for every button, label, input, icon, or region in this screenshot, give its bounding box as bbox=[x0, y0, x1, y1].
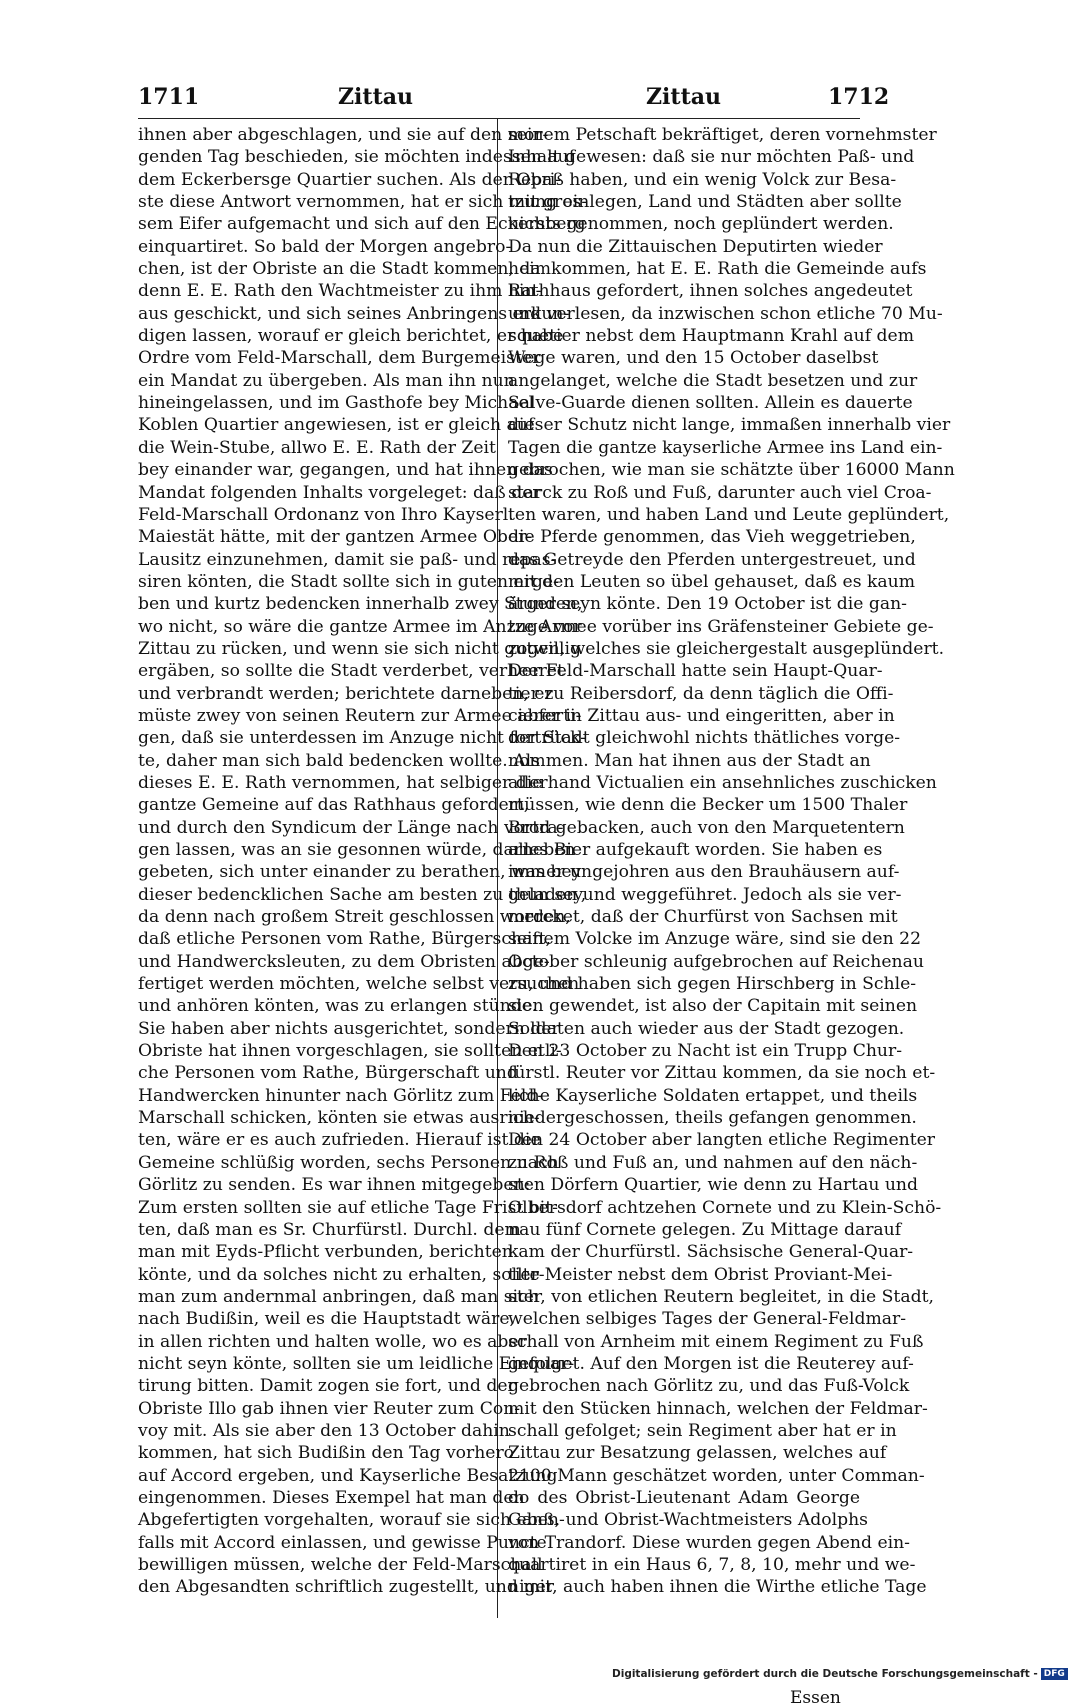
text-line: Obriste hat ihnen vorgeschlagen, sie sollten etli- bbox=[138, 1041, 562, 1062]
text-line: Tagen die gantze kayserliche Armee ins Land ein- bbox=[508, 437, 943, 458]
text-line: Den 24 October aber langten etliche Regimenter bbox=[508, 1130, 936, 1151]
text-line: und anhören könten, was zu erlangen stünde. bbox=[138, 996, 538, 1017]
text-line: Mandat folgenden Inhalts vorgeleget: daß der bbox=[138, 482, 541, 503]
text-line: das Getreyde den Pferden untergestreuet, und bbox=[508, 549, 916, 570]
text-line: einquartiret. So bald der Morgen angebro- bbox=[138, 236, 512, 257]
text-line: und verbrandt werden; berichtete darneben, er bbox=[138, 683, 553, 704]
text-line: Zittau zu rücken, und wenn sie sich nicht gutwillig bbox=[138, 638, 581, 659]
text-line: auf Accord ergeben, und Kayserliche Besatzung bbox=[138, 1465, 558, 1486]
text-line: nichts genommen, noch geplündert werden. bbox=[508, 214, 894, 235]
text-line: do des Obrist-Lieutenant Adam George bbox=[508, 1487, 860, 1508]
text-line: hineingelassen, und im Gasthofe bey Michael bbox=[138, 393, 535, 414]
text-line: dieser Schutz nicht lange, immaßen innerhalb vier bbox=[508, 415, 951, 436]
text-line: gefolget. Auf den Morgen ist die Reuterey auf- bbox=[508, 1353, 914, 1374]
text-line: tier zu Reibersdorf, da denn täglich die Offi- bbox=[508, 683, 894, 704]
text-line: von Trandorf. Diese wurden gegen Abend ein- bbox=[508, 1532, 910, 1553]
text-line: nommen. Man hat ihnen aus der Stadt an bbox=[508, 750, 871, 771]
text-line: digen lassen, worauf er gleich berichtet, er habe bbox=[138, 326, 564, 347]
text-line: zogen, welches sie gleichergestalt ausgeplündert. bbox=[508, 638, 945, 659]
text-line: und verlesen, da inzwischen schon etliche 70 Mu- bbox=[508, 303, 943, 324]
left-page-number: 1711 bbox=[138, 84, 200, 110]
text-line: könte, und da solches nicht zu erhalten, sollte bbox=[138, 1264, 540, 1285]
text-line: ärger seyn könte. Den 19 October ist die gan- bbox=[508, 594, 907, 615]
text-line: ten, wäre er es auch zufrieden. Hierauf ist die bbox=[138, 1130, 541, 1151]
text-line: müssen, wie denn die Becker um 1500 Thaler bbox=[508, 795, 908, 816]
text-line: Olbersdorf achtzehen Cornete und zu Klein-Schö- bbox=[508, 1197, 942, 1218]
text-line: Koblen Quartier angewiesen, ist er gleich auf bbox=[138, 415, 535, 436]
text-line: starck zu Roß und Fuß, darunter auch viel Croa- bbox=[508, 482, 932, 503]
text-line: ein Mandat zu übergeben. Als man ihn nun bbox=[138, 370, 515, 391]
text-line: heimkommen, hat E. E. Rath die Gemeinde aufs bbox=[508, 259, 927, 280]
text-line: Obriste Illo gab ihnen vier Reuter zum Con- bbox=[138, 1398, 521, 1419]
text-line: Soldaten auch wieder aus der Stadt gezogen. bbox=[508, 1018, 905, 1039]
text-line: man mit Eyds-Pflicht verbunden, berichten bbox=[138, 1242, 513, 1263]
text-line: Brod gebacken, auch von den Marquetentern bbox=[508, 817, 905, 838]
text-line: te, daher man sich bald bedencken wollte. Als bbox=[138, 750, 540, 771]
catchword: Essen bbox=[790, 1688, 841, 1708]
right-text-column bbox=[508, 124, 955, 1599]
digitization-credit bbox=[612, 1668, 1065, 1684]
text-line: tirung bitten. Damit zogen sie fort, und der bbox=[138, 1376, 516, 1397]
text-line: gebrochen, wie man sie schätzte über 16000 Mann bbox=[508, 460, 955, 481]
text-line: seinem Volcke im Anzuge wäre, sind sie den 22 bbox=[508, 929, 922, 950]
header-rule bbox=[138, 118, 860, 119]
text-line: der Stadt gleichwohl nichts thätliches vorge- bbox=[508, 728, 901, 749]
text-line: Abgefertigten vorgehalten, worauf sie sich eben- bbox=[138, 1510, 565, 1531]
text-line: gen lassen, was an sie gesonnen würde, darneben bbox=[138, 840, 576, 860]
text-line: und Handwercksleuten, zu dem Obristen abge- bbox=[138, 951, 550, 972]
text-line: bewilligen müssen, welche der Feld-Marschall bbox=[138, 1555, 543, 1575]
text-line: Gemeine schlüßig worden, sechs Personen nach bbox=[138, 1152, 559, 1173]
text-line: Zittau zur Besatzung gelassen, welches auf bbox=[508, 1443, 887, 1464]
text-line: Der Feld-Marschall hatte sein Haupt-Quar- bbox=[508, 661, 883, 682]
text-line: gen, daß sie unterdessen im Anzuge nicht fortrück- bbox=[138, 728, 587, 749]
text-line: Rathhaus gefordert, ihnen solches angedeutet bbox=[508, 281, 913, 302]
text-line: 2100 Mann geschätzet worden, unter Comman- bbox=[508, 1465, 925, 1486]
text-line: dieser bedencklichen Sache am besten zu thun sey, bbox=[138, 884, 587, 905]
text-line: ste diese Antwort vernommen, hat er sich mit gros- bbox=[138, 192, 588, 213]
text-line: ihnen aber abgeschlagen, und sie auf den mor- bbox=[138, 125, 549, 145]
text-line: seinem Petschaft bekräftiget, deren vornehmster bbox=[508, 125, 937, 145]
text-line: Maiestät hätte, mit der gantzen Armee Ober- bbox=[138, 527, 533, 548]
text-line: nau fünf Cornete gelegen. Zu Mittage darauf bbox=[508, 1219, 902, 1240]
left-running-title: Zittau bbox=[338, 84, 413, 110]
text-line: den Abgesandten schriftlich zugestellt, und mit bbox=[138, 1577, 553, 1598]
text-line: sem Eifer aufgemacht und sich auf den Eckersberg bbox=[138, 214, 586, 235]
text-line: eingenommen. Dieses Exempel hat man den bbox=[138, 1487, 525, 1508]
text-line: schall von Arnheim mit einem Regiment zu Fuß bbox=[508, 1331, 924, 1352]
text-line: ergäben, so sollte die Stadt verderbet, verheeret bbox=[138, 661, 564, 682]
text-line: nach Budißin, weil es die Hauptstadt wäre, bbox=[138, 1309, 515, 1330]
left-text-column bbox=[138, 124, 588, 1599]
text-line: geladen und weggeführet. Jedoch als sie ver- bbox=[508, 884, 902, 905]
text-line: Den 23 October zu Nacht ist ein Trupp Chur- bbox=[508, 1041, 903, 1062]
text-line: October schleunig aufgebrochen auf Reichenau bbox=[508, 951, 924, 972]
text-line: allerhand Victualien ein ansehnliches zuschicken bbox=[508, 772, 937, 793]
text-line: niger, auch haben ihnen die Wirthe etliche Tage bbox=[508, 1577, 927, 1598]
text-line: falls mit Accord einlassen, und gewisse Puncte bbox=[138, 1532, 547, 1553]
text-line: quartiret in ein Haus 6, 7, 8, 10, mehr und we- bbox=[508, 1555, 916, 1575]
text-line: wo nicht, so wäre die gantze Armee im Anzuge vor bbox=[138, 616, 582, 637]
text-line: angelanget, welche die Stadt besetzen und zur bbox=[508, 370, 918, 391]
text-line: mit den Leuten so übel gehauset, daß es kaum bbox=[508, 571, 916, 592]
text-line: Lausitz einzunehmen, damit sie paß- und repas- bbox=[138, 549, 557, 570]
text-line: tzung einlegen, Land und Städten aber sollte bbox=[508, 192, 902, 213]
text-line: Feld-Marschall Ordonanz von Ihro Kayserl. bbox=[138, 504, 514, 525]
text-line: dieses E. E. Rath vernommen, hat selbiger die bbox=[138, 772, 543, 793]
text-line: und durch den Syndicum der Länge nach vortra- bbox=[138, 817, 564, 838]
text-line: Görlitz zu senden. Es war ihnen mitgegeben: bbox=[138, 1175, 531, 1196]
text-line: gebeten, sich unter einander zu berathen, was bey bbox=[138, 862, 582, 883]
text-line: voy mit. Als sie aber den 13 October dahin bbox=[138, 1420, 510, 1441]
text-line: dem Eckerbersge Quartier suchen. Als der Obri- bbox=[138, 169, 562, 190]
text-line: Repaß haben, und ein wenig Volck zur Besa- bbox=[508, 169, 897, 190]
running-header bbox=[138, 84, 890, 118]
text-line: mit den Stücken hinnach, welchen der Feldmar- bbox=[508, 1398, 928, 1419]
right-running-title: Zittau bbox=[646, 84, 721, 110]
text-line: squetier nebst dem Hauptmann Krahl auf dem bbox=[508, 326, 914, 347]
text-line: Zum ersten sollten sie auf etliche Tage Frist bit- bbox=[138, 1197, 558, 1218]
right-page-number: 1712 bbox=[828, 84, 890, 110]
text-line: cierer in Zittau aus- und eingeritten, aber in bbox=[508, 705, 895, 726]
text-line: die Pferde genommen, das Vieh weggetrieben, bbox=[508, 527, 916, 548]
text-line: Marschall schicken, könten sie etwas ausrich- bbox=[138, 1108, 540, 1129]
text-line: siren könten, die Stadt sollte sich in guten erge- bbox=[138, 571, 559, 592]
text-line: die Wein-Stube, allwo E. E. Rath der Zeit bbox=[138, 437, 496, 458]
text-line: Inhalt gewesen: daß sie nur möchten Paß- und bbox=[508, 147, 915, 168]
text-line: ten waren, und haben Land und Leute geplündert, bbox=[508, 504, 950, 525]
text-line: da denn nach großem Streit geschlossen worden, bbox=[138, 907, 571, 928]
text-line: nicht seyn könte, sollten sie um leidliche Einquar- bbox=[138, 1353, 575, 1374]
text-line: kommen, hat sich Budißin den Tag vorhero bbox=[138, 1443, 515, 1464]
text-line: Da nun die Zittauischen Deputirten wieder bbox=[508, 236, 883, 257]
text-line: Wege waren, und den 15 October daselbst bbox=[508, 348, 879, 369]
text-line: man zum andernmal anbringen, daß man sich bbox=[138, 1286, 539, 1307]
text-line: che Personen vom Rathe, Bürgerschaft und bbox=[138, 1063, 518, 1084]
text-line: immer ungejohren aus den Brauhäusern auf- bbox=[508, 862, 900, 883]
text-line: alles Bier aufgekauft worden. Sie haben es bbox=[508, 840, 883, 860]
text-line: ten, daß man es Sr. Churfürstl. Durchl. dem bbox=[138, 1219, 521, 1240]
text-line: liche Kayserliche Soldaten ertappet, und theils bbox=[508, 1085, 918, 1106]
text-line: Salve-Guarde dienen sollten. Allein es dauerte bbox=[508, 393, 913, 414]
text-line: denn E. E. Rath den Wachtmeister zu ihm hin- bbox=[138, 281, 542, 302]
text-line: bey einander war, gegangen, und hat ihnen das bbox=[138, 460, 553, 481]
text-line: schall gefolget; sein Regiment aber hat er in bbox=[508, 1420, 897, 1441]
text-line: kam der Churfürstl. Sächsische General-Quar- bbox=[508, 1242, 914, 1263]
text-line: Sie haben aber nichts ausgerichtet, sondern der bbox=[138, 1018, 560, 1039]
text-line: aus geschickt, und sich seines Anbringens erkun- bbox=[138, 303, 570, 324]
text-line: ster, von etlichen Reutern begleitet, in die Stadt, bbox=[508, 1286, 934, 1307]
text-line: niedergeschossen, theils gefangen genommen. bbox=[508, 1108, 917, 1129]
text-line: zu, und haben sich gegen Hirschberg in Schle- bbox=[508, 974, 917, 995]
text-line: gantze Gemeine auf das Rathhaus gefordert, bbox=[138, 795, 530, 816]
text-line: tze Armee vorüber ins Gräfensteiner Gebiete ge- bbox=[508, 616, 934, 637]
text-line: ben und kurtz bedencken innerhalb zwey Stunden, bbox=[138, 594, 583, 615]
text-line: daß etliche Personen vom Rathe, Bürgerschaft, bbox=[138, 929, 551, 950]
text-line: sten Dörfern Quartier, wie denn zu Hartau und bbox=[508, 1175, 918, 1196]
text-line: sien gewendet, ist also der Capitain mit seinen bbox=[508, 996, 918, 1017]
text-line: genden Tag beschieden, sie möchten indessen auf bbox=[138, 147, 575, 168]
text-line: in allen richten und halten wolle, wo es aber bbox=[138, 1331, 527, 1352]
dfg-logo: DFG bbox=[1041, 1668, 1068, 1680]
text-line: Handwercken hinunter nach Görlitz zum Feld- bbox=[138, 1085, 544, 1106]
text-line: zu Roß und Fuß an, und nahmen auf den näch- bbox=[508, 1152, 918, 1173]
text-line: welchen selbiges Tages der General-Feldmar- bbox=[508, 1309, 907, 1330]
text-line: chen, ist der Obriste an die Stadt kommen, da bbox=[138, 259, 541, 280]
text-line: müste zwey von seinen Reutern zur Armee abferti- bbox=[138, 705, 582, 726]
text-line: gebrochen nach Görlitz zu, und das Fuß-Volck bbox=[508, 1376, 910, 1397]
text-line: mercket, daß der Churfürst von Sachsen mit bbox=[508, 907, 898, 928]
text-line: Ordre vom Feld-Marschall, dem Burgemeister bbox=[138, 348, 541, 369]
text-line: fertiget werden möchten, welche selbst versuchen bbox=[138, 974, 580, 995]
credit-text: Digitalisierung gefördert durch die Deutsche Forschungsgemeinschaft - bbox=[612, 1668, 1038, 1680]
text-line: Ganß, und Obrist-Wachtmeisters Adolphs bbox=[508, 1510, 868, 1531]
text-line: fürstl. Reuter vor Zittau kommen, da sie noch et- bbox=[508, 1063, 936, 1084]
text-line: tier-Meister nebst dem Obrist Proviant-Mei- bbox=[508, 1264, 893, 1285]
